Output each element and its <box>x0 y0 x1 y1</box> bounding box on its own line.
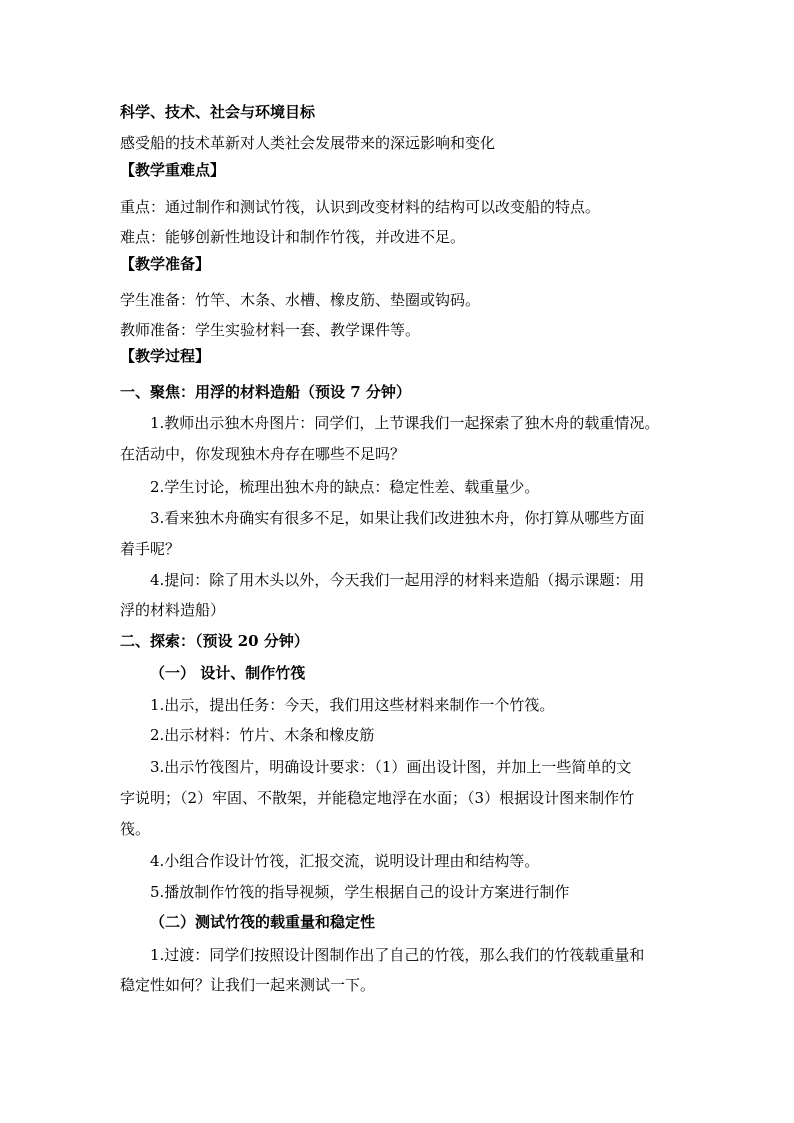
paragraph-line: 4.小组合作设计竹筏，汇报交流，说明设计理由和结构等。 <box>150 852 540 870</box>
paragraph-line: 1.教师出示独木舟图片：同学们，上节课我们一起探索了独木舟的载重情况。 <box>150 414 660 432</box>
paragraph-line: 字说明；（2）牢固、不散架，并能稳定地浮在水面；（3）根据设计图来制作竹 <box>120 789 635 807</box>
subheading-design-raft: （一） 设计、制作竹筏 <box>150 664 306 682</box>
paragraph-line: 5.播放制作竹筏的指导视频，学生根据自己的设计方案进行制作 <box>150 883 570 901</box>
subheading-explore: 二、探索：（预设 20 分钟） <box>120 632 309 650</box>
section-heading-sts-goal: 科学、技术、社会与环境目标 <box>120 103 316 121</box>
paragraph-line: 学生准备：竹竿、木条、水槽、橡皮筋、垫圈或钩码。 <box>120 291 481 309</box>
paragraph-line: 教师准备：学生实验材料一套、教学课件等。 <box>120 321 421 339</box>
section-heading-key-points: 【教学重难点】 <box>120 161 226 179</box>
paragraph-line: 重点：通过制作和测试竹筏，认识到改变材料的结构可以改变船的特点。 <box>120 198 601 216</box>
paragraph-line: 4.提问：除了用木头以外，今天我们一起用浮的材料来造船（揭示课题：用 <box>150 571 645 589</box>
paragraph-line: 1.出示，提出任务：今天，我们用这些材料来制作一个竹筏。 <box>150 696 555 714</box>
paragraph-line: 2.学生讨论，梳理出独木舟的缺点：稳定性差、载重量少。 <box>150 478 540 496</box>
paragraph-line: 3.出示竹筏图片，明确设计要求：（1）画出设计图，并加上一些简单的文 <box>150 758 632 776</box>
subheading-test-raft: （二）测试竹筏的载重量和稳定性 <box>150 913 376 931</box>
paragraph-line: 3.看来独木舟确实有很多不足，如果让我们改进独木舟，你打算从哪些方面 <box>150 509 645 527</box>
paragraph-line: 难点：能够创新性地设计和制作竹筏，并改进不足。 <box>120 228 466 246</box>
paragraph-line: 1.过渡：同学们按照设计图制作出了自己的竹筏，那么我们的竹筏载重量和 <box>150 946 645 964</box>
paragraph-line: 稳定性如何？让我们一起来测试一下。 <box>120 976 376 994</box>
paragraph-line: 2.出示材料：竹片、木条和橡皮筋 <box>150 726 375 744</box>
paragraph-line: 感受船的技术革新对人类社会发展带来的深远影响和变化 <box>120 134 496 152</box>
paragraph-line: 筏。 <box>120 820 151 838</box>
subheading-focus: 一、聚焦：用浮的材料造船（预设 7 分钟） <box>120 383 411 401</box>
paragraph-line: 在活动中，你发现独木舟存在哪些不足吗？ <box>120 445 406 463</box>
paragraph-line: 浮的材料造船） <box>120 601 226 619</box>
paragraph-line: 着手呢？ <box>120 540 181 558</box>
section-heading-preparation: 【教学准备】 <box>120 255 211 273</box>
section-heading-process: 【教学过程】 <box>120 347 211 365</box>
